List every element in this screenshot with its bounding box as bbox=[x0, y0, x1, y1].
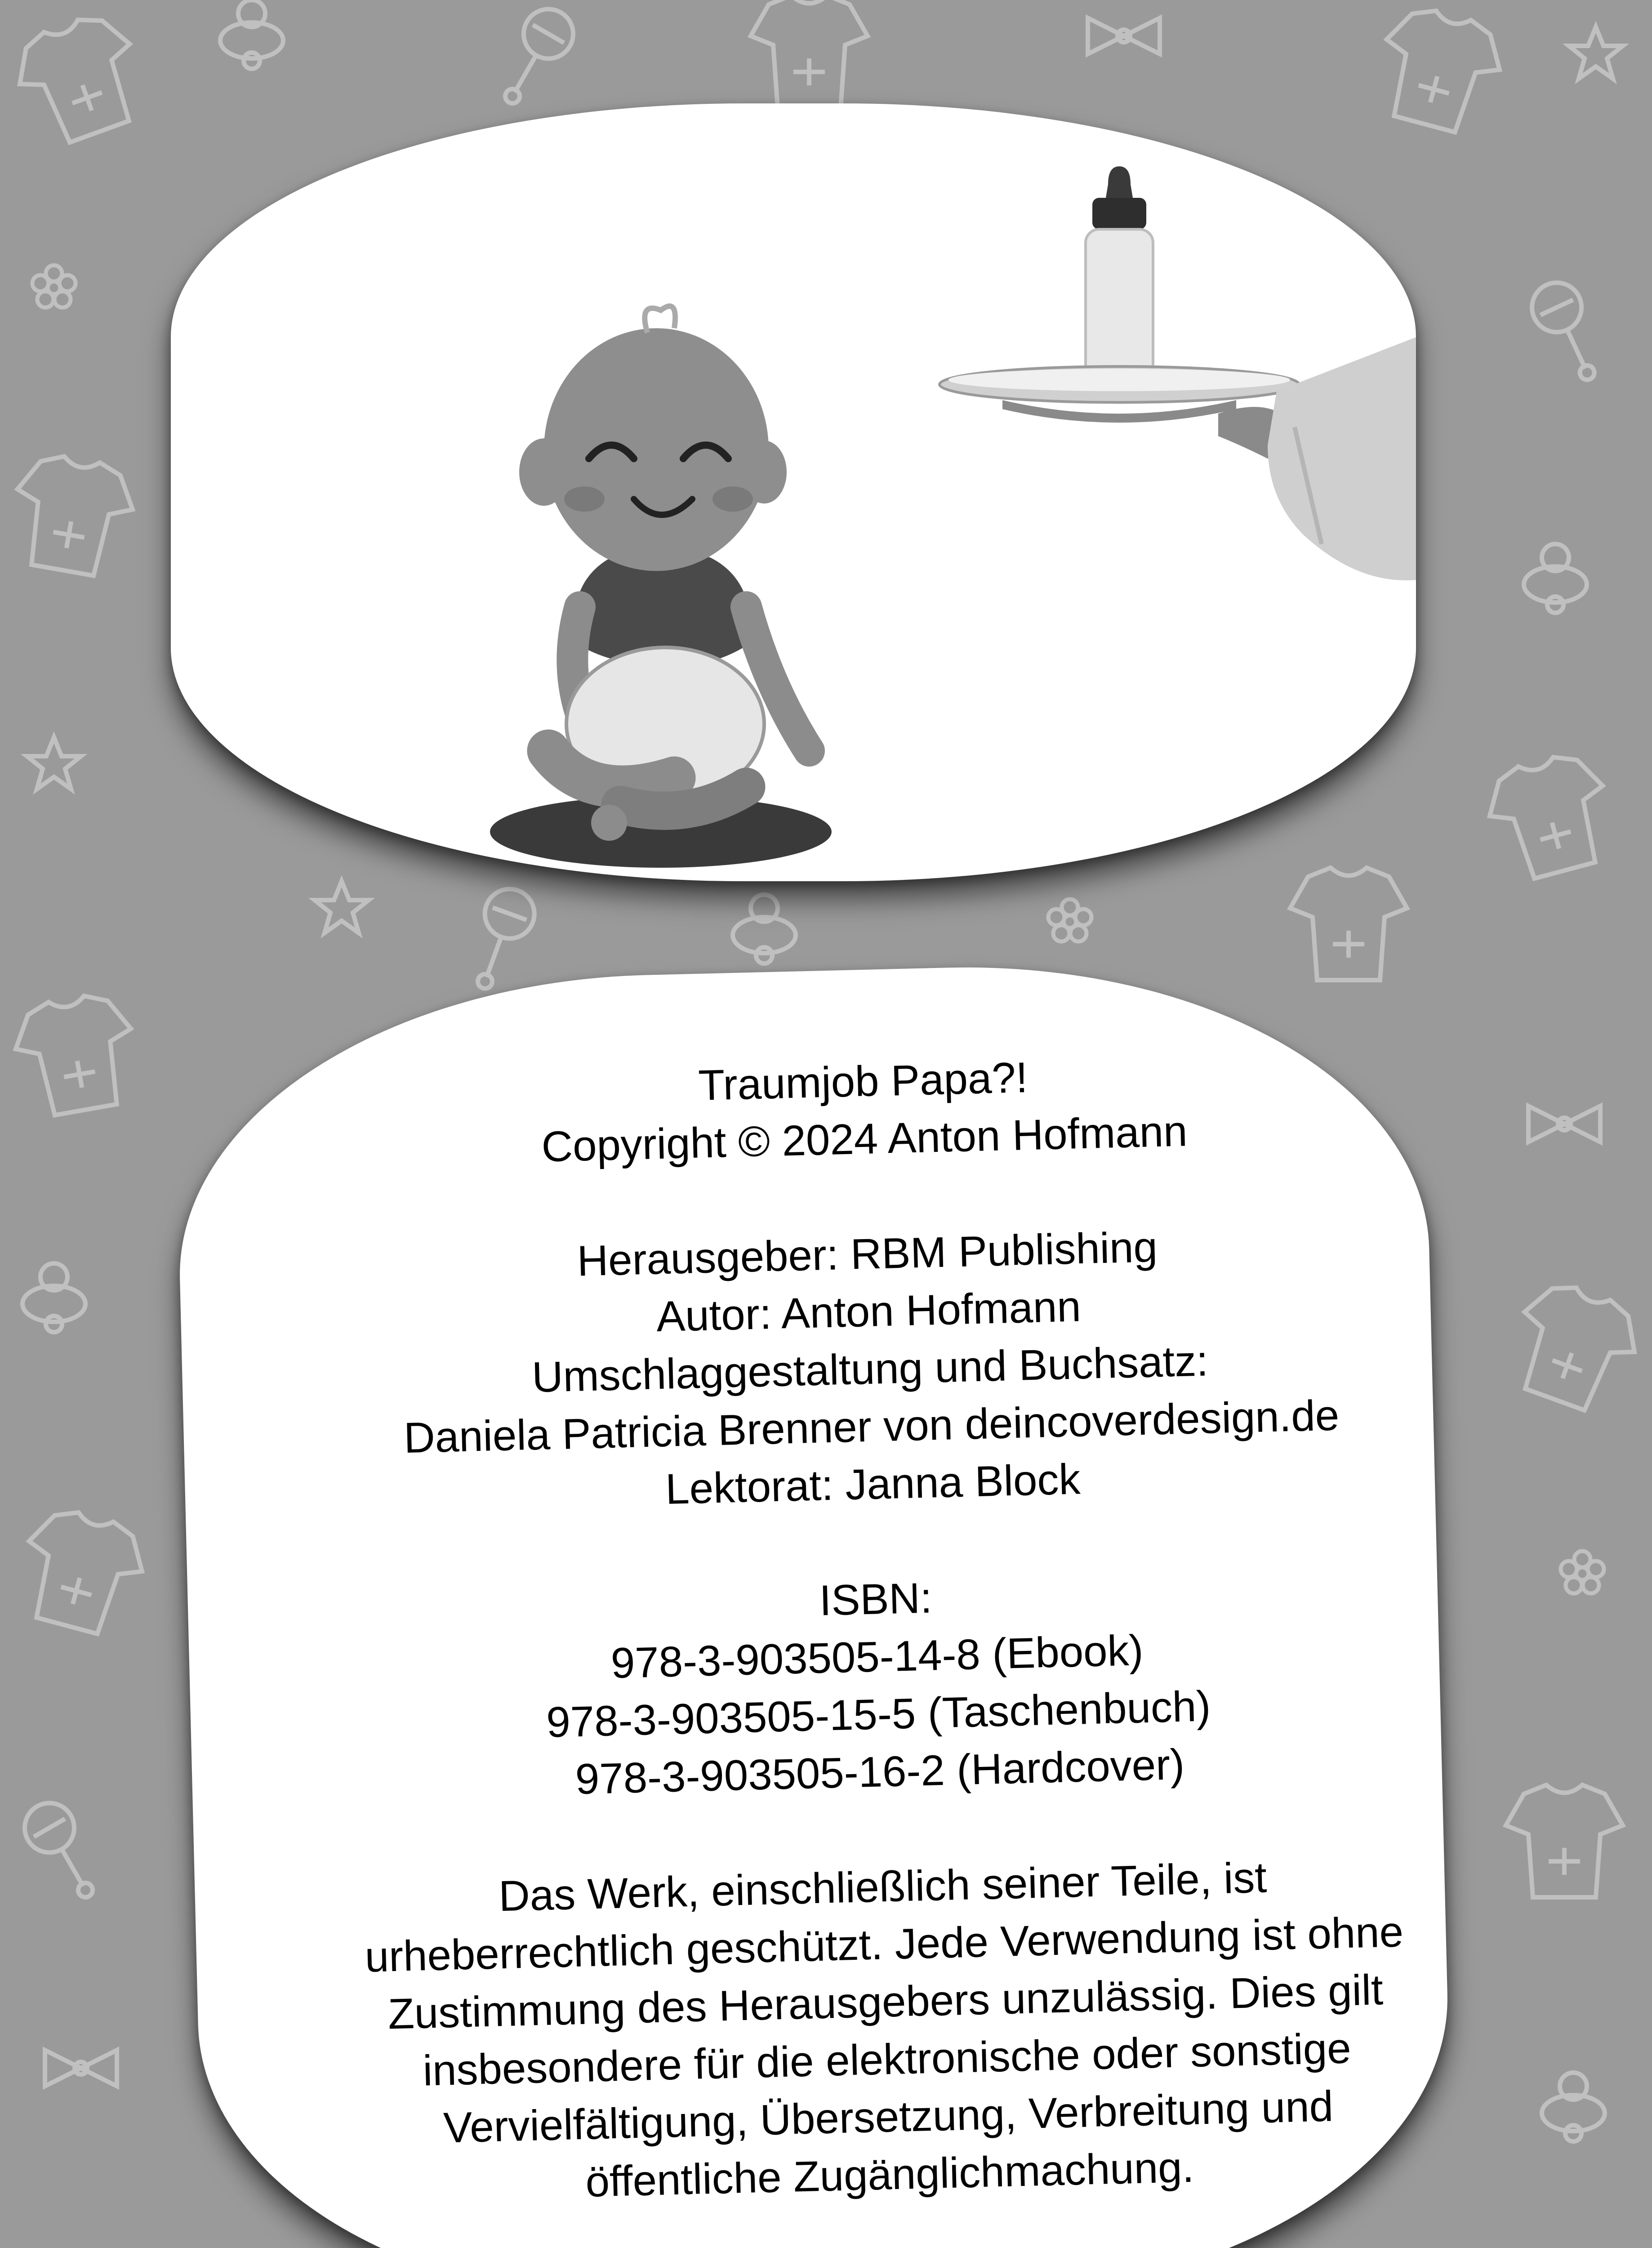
isbn-hardcover: 978-3-903505-16-2 (Hardcover) bbox=[574, 1740, 1185, 1804]
design-label: Umschlaggestaltung und Buchsatz: bbox=[531, 1337, 1209, 1402]
legal-line: Vervielfältigung, Übersetzung, Verbreitung und bbox=[443, 2082, 1334, 2152]
imprint-panel bbox=[173, 956, 1454, 2248]
bottle-icon bbox=[1086, 166, 1153, 382]
illustration-panel bbox=[171, 103, 1416, 881]
copyright-line: Copyright © 2024 Anton Hofmann bbox=[541, 1107, 1188, 1171]
legal-line: Zustimmung des Herausgebers unzulässig. Dies gilt bbox=[387, 1966, 1384, 2038]
baby-icon bbox=[519, 306, 809, 841]
isbn-ebook: 978-3-903505-14-8 (Ebook) bbox=[610, 1626, 1144, 1688]
publisher-line: Herausgeber: RBM Publishing bbox=[576, 1223, 1158, 1285]
book-title: Traumjob Papa?! bbox=[698, 1053, 1029, 1110]
legal-line: urheberrechtlich geschützt. Jede Verwendung ist ohne bbox=[364, 1908, 1404, 1981]
imprint-text bbox=[238, 1038, 1519, 2248]
designer-line: Daniela Patricia Brenner von deincoverdesign.de bbox=[403, 1391, 1340, 1463]
legal-line: Das Werk, einschließlich seiner Teile, ist bbox=[498, 1853, 1268, 1921]
legal-line: insbesondere für die elektronische oder sonstige bbox=[422, 2024, 1352, 2095]
author-line: Autor: Anton Hofmann bbox=[655, 1282, 1082, 1341]
legal-line: öffentliche Zugänglichmachung. bbox=[585, 2143, 1195, 2206]
baby-illustration bbox=[171, 103, 1416, 881]
isbn-label: ISBN: bbox=[819, 1574, 933, 1625]
isbn-paperback: 978-3-903505-15-5 (Taschenbuch) bbox=[546, 1682, 1211, 1747]
editor-line: Lektorat: Janna Block bbox=[664, 1455, 1081, 1513]
